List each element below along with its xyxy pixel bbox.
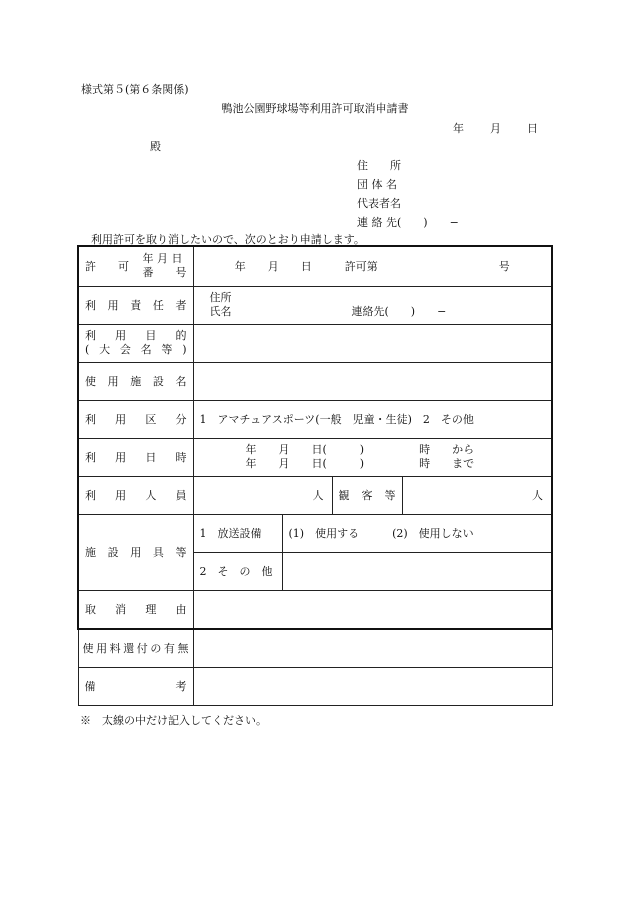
category-value[interactable]: 1 アマチュアスポーツ(一般 児童・生徒) 2 その他 [193,400,552,438]
people-label: 利用人員 [78,476,193,514]
equipment-label: 施設用具等 [78,514,193,590]
application-form-table [77,245,553,706]
permit-label-left: 許 可 [85,260,129,274]
purpose-label-main: 利用目的 [85,329,187,342]
footnote: ※ 太線の中だけ記入してください。 [80,714,267,727]
spectator-count[interactable]: 人 [402,476,552,514]
refund-row [78,629,552,667]
form-number: 様式第５(第６条関係) [81,83,189,96]
equipment-row-1 [78,514,552,552]
remarks-row [78,667,552,705]
facility-row [78,362,552,400]
remarks-label-right: 考 [175,680,187,693]
person-contact-label: 連絡先( ) − [351,305,447,318]
facility-label: 使用施設名 [78,362,193,400]
applicant-address-label: 住 所 [357,159,401,172]
permit-label-stack [143,252,187,280]
equipment-other-label: 2 そ の 他 [193,552,282,590]
refund-label: 使用料還付の有無 [78,629,193,667]
datetime-row [78,438,552,476]
addressee: 殿 [150,140,161,153]
people-row [78,476,552,514]
equipment-broadcast-label: 1 放送設備 [193,514,282,552]
permit-row [78,246,552,286]
category-row [78,400,552,438]
responsible-person-row [78,286,552,324]
permit-label [78,246,193,286]
datetime-from: 年 月 日( ) 時 から [245,443,475,456]
intro-text: 利用許可を取り消したいので、次のとおり申請します。 [91,233,365,246]
reason-row [78,590,552,629]
person-address-label: 住所 [209,291,232,304]
document-title: 鴨池公園野球場等利用許可取消申請書 [221,102,409,115]
purpose-row [78,324,552,362]
equipment-broadcast-options[interactable]: (1) 使用する (2) 使用しない [282,514,552,552]
equipment-other-value[interactable] [282,552,552,590]
person-name-label: 氏名 [209,305,232,318]
remarks-value[interactable] [193,667,552,705]
permit-label-number: 番 号 [142,266,187,280]
date-month: 月 [490,122,501,135]
datetime-label: 利用日時 [78,438,193,476]
applicant-contact-label: 連 絡 先( ) − [357,216,459,229]
purpose-label [78,324,193,362]
applicant-block [357,156,459,232]
refund-value[interactable] [193,629,552,667]
facility-value[interactable] [193,362,552,400]
remarks-label [78,667,193,705]
purpose-value[interactable] [193,324,552,362]
date-year: 年 [453,122,464,135]
applicant-group-label: 団 体 名 [357,178,397,191]
people-count[interactable]: 人 [193,476,332,514]
datetime-to: 年 月 日( ) 時 まで [245,457,475,470]
datetime-value[interactable] [193,438,552,476]
permit-label-date: 年 月 日 [142,252,183,266]
applicant-representative-label: 代表者名 [357,197,401,210]
spectator-label: 観客等 [332,476,402,514]
application-date [453,120,538,136]
purpose-label-sub: (大会名等) [85,343,187,356]
date-day: 日 [527,122,538,135]
responsible-person-label: 利用責任者 [78,286,193,324]
category-label: 利用区分 [78,400,193,438]
permit-value[interactable]: 年 月 日 許可第 号 [193,246,552,286]
reason-label: 取消理由 [78,590,193,629]
remarks-label-left: 備 [84,680,96,693]
responsible-person-value[interactable] [193,286,552,324]
reason-value[interactable] [193,590,552,629]
